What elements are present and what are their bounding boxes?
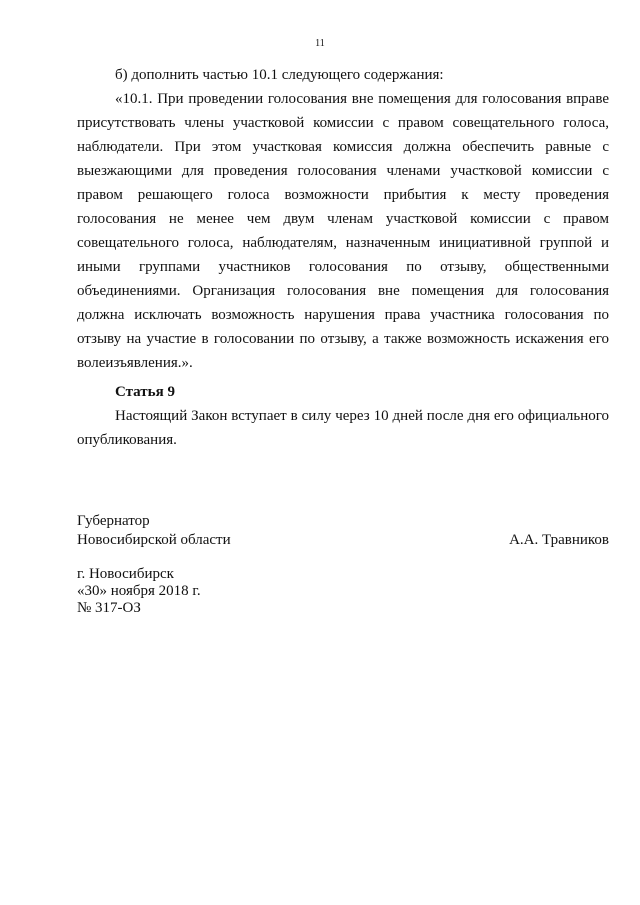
signature-block: [77, 512, 609, 550]
amendment-section: [77, 63, 609, 375]
amendment-text: «10.1. При проведении голосования вне помещения для голосования вправе присутствовать члены участковой комиссии с правом совещательного голоса, наблюдатели. При этом участковая комиссия должна обеспечить равные с выезжающими для проведения голосования членами участковой комиссии с правом решающего голоса возможности прибытия к месту проведения голосования не менее чем двум членам участковой комиссии с правом совещательного голоса, наблюдателям, назначенным инициативной группой и иными группами участников голосования по отзыву, общественными объединениями. Организация голосования вне помещения для голосования должна исключать возможность нарушения права участника голосования по отзыву на участие в голосовании по отзыву, а также возможность искажения его волеизъявления.».: [77, 91, 609, 371]
amendment-intro: б) дополнить частью 10.1 следующего содержания:: [115, 67, 444, 83]
signatory-title-line1: Губернатор: [77, 513, 150, 529]
footer-city: г. Новосибирск: [77, 566, 174, 582]
law-footer: [77, 566, 201, 617]
signatory-name: А.А. Травников: [509, 532, 609, 548]
article-9-text: Настоящий Закон вступает в силу через 10 дней после дня его официального опубликования.: [77, 408, 609, 448]
page-number: 11: [315, 38, 325, 49]
footer-law-number: № 317-ОЗ: [77, 600, 141, 616]
signature-row: [77, 531, 609, 550]
signatory-title-line2: Новосибирской области: [77, 532, 231, 548]
article-9-section: [77, 404, 609, 452]
article-9-heading: Статья 9: [115, 384, 175, 400]
footer-date: «30» ноября 2018 г.: [77, 583, 201, 599]
